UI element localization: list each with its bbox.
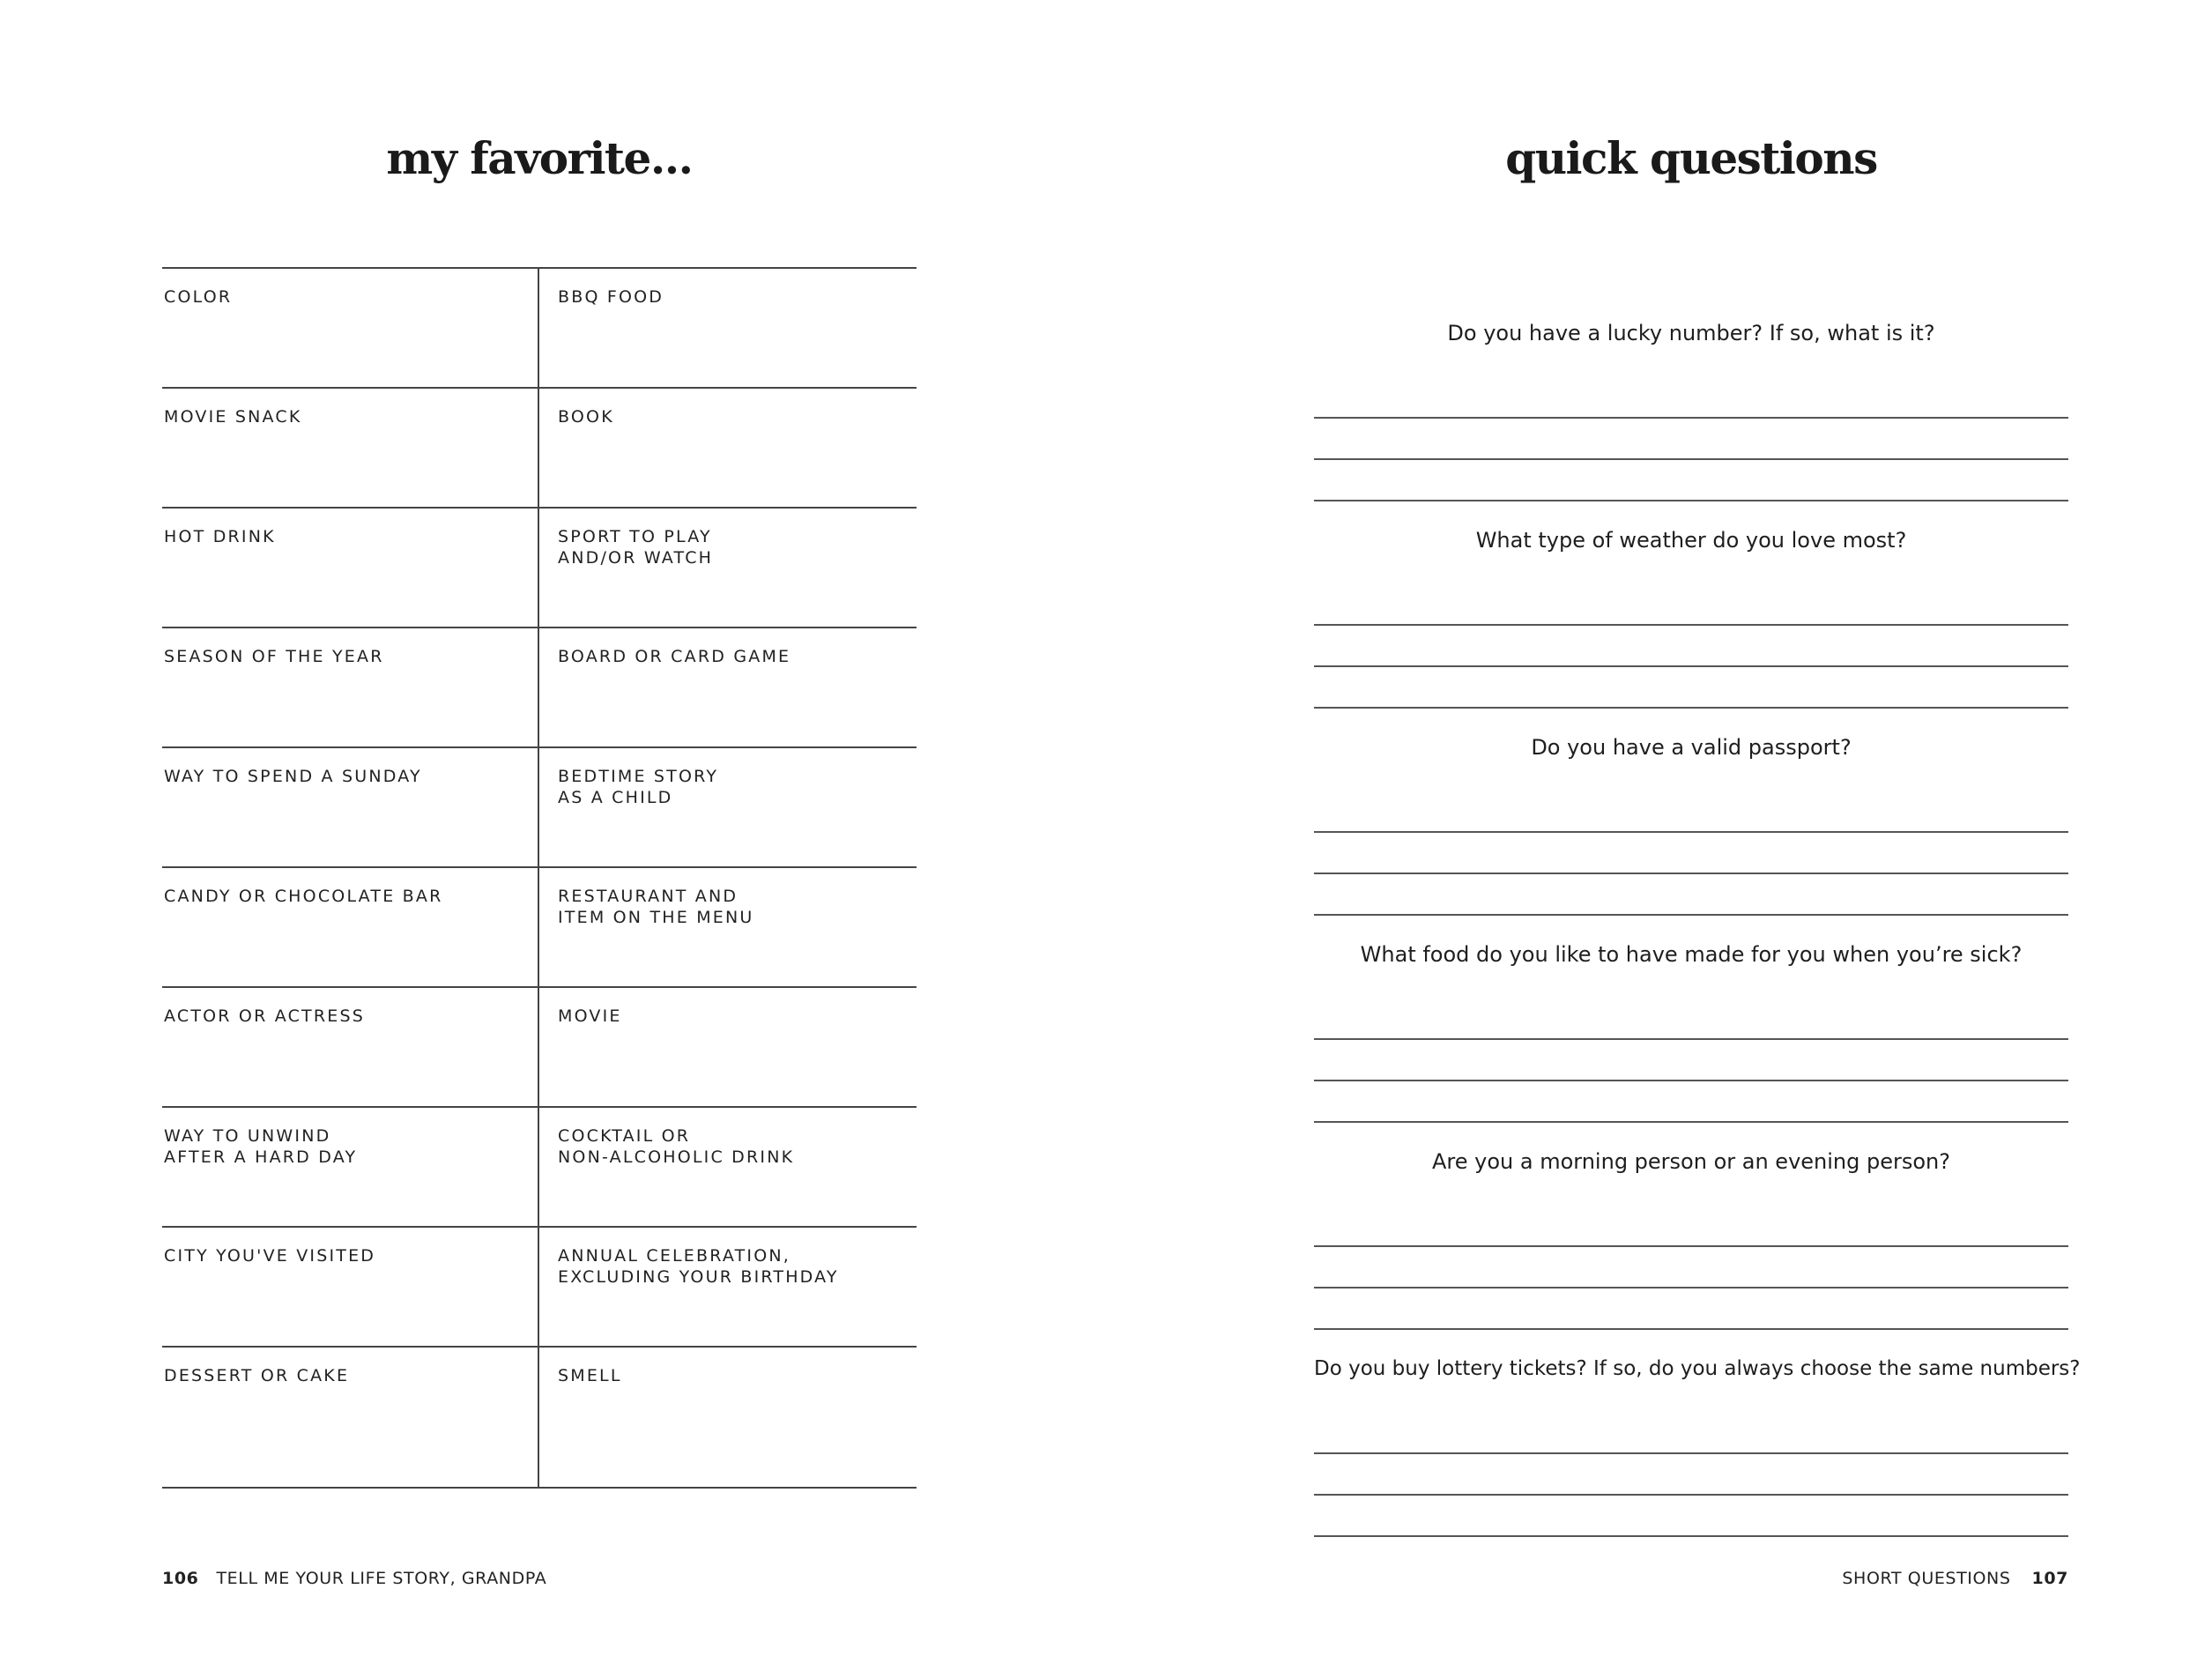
cell-label: SMELL [558,1366,622,1385]
answer-cell[interactable] [539,509,917,627]
page-footer [162,1569,546,1588]
cell-label: SEASON OF THE YEAR [164,647,384,666]
page-title: my favorite... [386,132,693,184]
table-row [162,509,917,628]
question-block [1314,1144,2068,1330]
answer-line[interactable] [1314,874,2068,916]
answer-line[interactable] [1314,584,2068,626]
question-block [1314,523,2068,709]
table-row [162,389,917,509]
cell-label: COCKTAIL OR NON-ALCOHOLIC DRINK [558,1126,795,1167]
answer-cell[interactable] [162,1348,539,1487]
answer-line[interactable] [1314,1454,2068,1496]
page-number: 106 [162,1569,199,1588]
answer-cell[interactable] [162,1108,539,1226]
answer-line[interactable] [1314,377,2068,419]
answer-cell[interactable] [539,1108,917,1226]
question-text: Do you buy lottery tickets? If so, do you always choose the same numbers? [1314,1357,2081,1380]
table-row [162,748,917,868]
cell-label: BOOK [558,407,614,427]
cell-label: SPORT TO PLAY AND/OR WATCH [558,527,714,568]
cell-label: BEDTIME STORY AS A CHILD [558,767,719,807]
answer-cell[interactable] [162,868,539,986]
table-row [162,628,917,748]
cell-label: ANNUAL CELEBRATION, EXCLUDING YOUR BIRTHDAY [558,1246,839,1287]
cell-label: DESSERT OR CAKE [164,1366,350,1385]
table-row [162,1348,917,1489]
answer-cell[interactable] [539,389,917,507]
cell-label: MOVIE SNACK [164,407,302,427]
answer-cell[interactable] [162,269,539,387]
answer-line[interactable] [1314,626,2068,667]
question-text: Are you a morning person or an evening person? [1432,1149,1950,1174]
table-row [162,988,917,1108]
table-row [162,868,917,988]
cell-label: WAY TO SPEND A SUNDAY [164,767,422,786]
answer-line[interactable] [1314,791,2068,833]
cell-label: BBQ FOOD [558,287,664,307]
answer-line[interactable] [1314,1206,2068,1247]
cell-label: RESTAURANT AND ITEM ON THE MENU [558,887,754,927]
answer-cell[interactable] [539,748,917,866]
answer-line[interactable] [1314,1288,2068,1330]
running-title: TELL ME YOUR LIFE STORY, GRANDPA [216,1569,547,1588]
answer-cell[interactable] [162,1228,539,1346]
answer-cell[interactable] [539,628,917,746]
right-page [1106,0,2212,1656]
answer-line[interactable] [1314,1413,2068,1454]
question-block [1314,316,2068,501]
answer-cell[interactable] [539,1348,917,1487]
answer-line[interactable] [1314,419,2068,460]
favorites-table [162,267,917,1489]
answer-line[interactable] [1314,667,2068,709]
question-text: What food do you like to have made for you when you’re sick? [1360,942,2023,967]
page-footer [1842,1569,2068,1588]
cell-label: ACTOR OR ACTRESS [164,1006,365,1026]
answer-line[interactable] [1314,1247,2068,1288]
cell-label: CITY YOU'VE VISITED [164,1246,376,1266]
cell-label: CANDY OR CHOCOLATE BAR [164,887,443,906]
answer-cell[interactable] [162,628,539,746]
answer-cell[interactable] [539,269,917,387]
answer-cell[interactable] [539,1228,917,1346]
cell-label: MOVIE [558,1006,622,1026]
answer-cell[interactable] [539,868,917,986]
page-title: quick questions [1505,132,1877,184]
question-block [1314,1351,2081,1537]
question-text: Do you have a lucky number? If so, what is it? [1447,321,1935,345]
answer-line[interactable] [1314,1040,2068,1081]
answer-cell[interactable] [162,988,539,1106]
running-title: SHORT QUESTIONS [1842,1569,2011,1588]
answer-cell[interactable] [162,748,539,866]
answer-line[interactable] [1314,833,2068,874]
answer-cell[interactable] [162,389,539,507]
question-block [1314,937,2068,1123]
answer-line[interactable] [1314,1496,2068,1537]
answer-cell[interactable] [539,988,917,1106]
answer-line[interactable] [1314,1081,2068,1123]
answer-line[interactable] [1314,460,2068,501]
question-text: What type of weather do you love most? [1475,528,1907,553]
question-text: Do you have a valid passport? [1531,735,1852,760]
question-block [1314,730,2068,916]
cell-label: COLOR [164,287,233,307]
table-row [162,1108,917,1228]
answer-line[interactable] [1314,999,2068,1040]
page-number: 107 [2031,1569,2068,1588]
table-row [162,1228,917,1348]
answer-cell[interactable] [162,509,539,627]
cell-label: WAY TO UNWIND AFTER A HARD DAY [164,1126,358,1167]
cell-label: HOT DRINK [164,527,276,546]
table-row [162,269,917,389]
cell-label: BOARD OR CARD GAME [558,647,791,666]
